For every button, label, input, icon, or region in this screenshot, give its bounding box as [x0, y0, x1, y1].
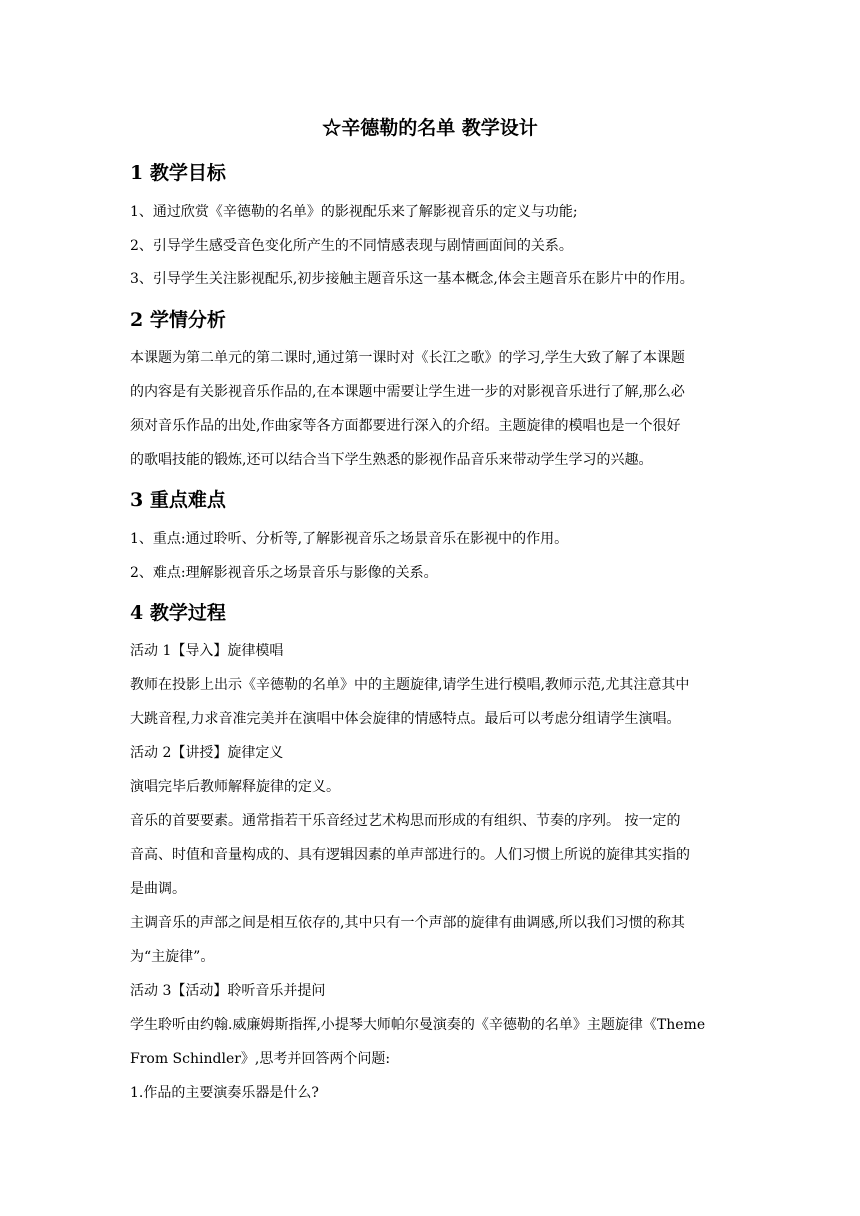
paragraph-line: 是曲调。 [130, 881, 186, 897]
paragraph-line: 音乐的首要要素。通常指若干乐音经过艺术构思而形成的有组织、节奏的序列。 按一定的 [130, 813, 681, 829]
section-heading-teaching-process: 4 教学过程 [130, 602, 226, 624]
paragraph-line: 须对音乐作品的出处,作曲家等各方面都要进行深入的介绍。主题旋律的模唱也是一个很好 [130, 418, 681, 434]
paragraph-line: 演唱完毕后教师解释旋律的定义。 [130, 779, 340, 795]
paragraph-line: From Schindler》,思考并回答两个问题: [130, 1051, 391, 1067]
paragraph-line: 主调音乐的声部之间是相互依存的,其中只有一个声部的旋律有曲调感,所以我们习惯的称其 [130, 915, 685, 931]
paragraph-line: 1.作品的主要演奏乐器是什么? [130, 1085, 319, 1101]
section-heading-teaching-objectives: 1 教学目标 [130, 162, 226, 184]
paragraph-line: 大跳音程,力求音准完美并在演唱中体会旋律的情感特点。最后可以考虑分组请学生演唱。 [130, 711, 681, 727]
activity-label: 活动 3【活动】聆听音乐并提问 [130, 983, 326, 999]
document-title: ☆辛德勒的名单 教学设计 [322, 117, 538, 139]
paragraph-line: 学生聆听由约翰.威廉姆斯指挥,小提琴大师帕尔曼演奏的《辛德勒的名单》主题旋律《Theme [130, 1017, 706, 1033]
paragraph-line: 本课题为第二单元的第二课时,通过第一课时对《长江之歌》的学习,学生大致了解了本课题 [130, 350, 685, 366]
activity-label: 活动 1【导入】旋律模唱 [130, 643, 284, 659]
paragraph-line: 2、难点:理解影视音乐之场景音乐与影像的关系。 [130, 565, 438, 581]
paragraph-line: 音高、时值和音量构成的、具有逻辑因素的单声部进行的。人们习惯上所说的旋律其实指的 [130, 847, 690, 863]
paragraph-line: 1、通过欣赏《辛德勒的名单》的影视配乐来了解影视音乐的定义与功能; [130, 204, 578, 220]
section-heading-key-points: 3 重点难点 [130, 489, 226, 511]
paragraph-line: 教师在投影上出示《辛德勒的名单》中的主题旋律,请学生进行模唱,教师示范,尤其注意其中 [130, 677, 690, 693]
paragraph-line: 的内容是有关影视音乐作品的,在本课题中需要让学生进一步的对影视音乐进行了解,那么必 [130, 384, 685, 400]
activity-label: 活动 2【讲授】旋律定义 [130, 745, 284, 761]
paragraph-line: 的歌唱技能的锻炼,还可以结合当下学生熟悉的影视作品音乐来带动学生学习的兴趣。 [130, 452, 653, 468]
paragraph-line: 为“主旋律”。 [130, 949, 215, 965]
paragraph-line: 2、引导学生感受音色变化所产生的不同情感表现与剧情画面间的关系。 [130, 238, 573, 254]
paragraph-line: 3、引导学生关注影视配乐,初步接触主题音乐这一基本概念,体会主题音乐在影片中的作用。 [130, 271, 694, 287]
section-heading-learner-analysis: 2 学情分析 [130, 309, 226, 331]
paragraph-line: 1、重点:通过聆听、分析等,了解影视音乐之场景音乐在影视中的作用。 [130, 531, 569, 547]
